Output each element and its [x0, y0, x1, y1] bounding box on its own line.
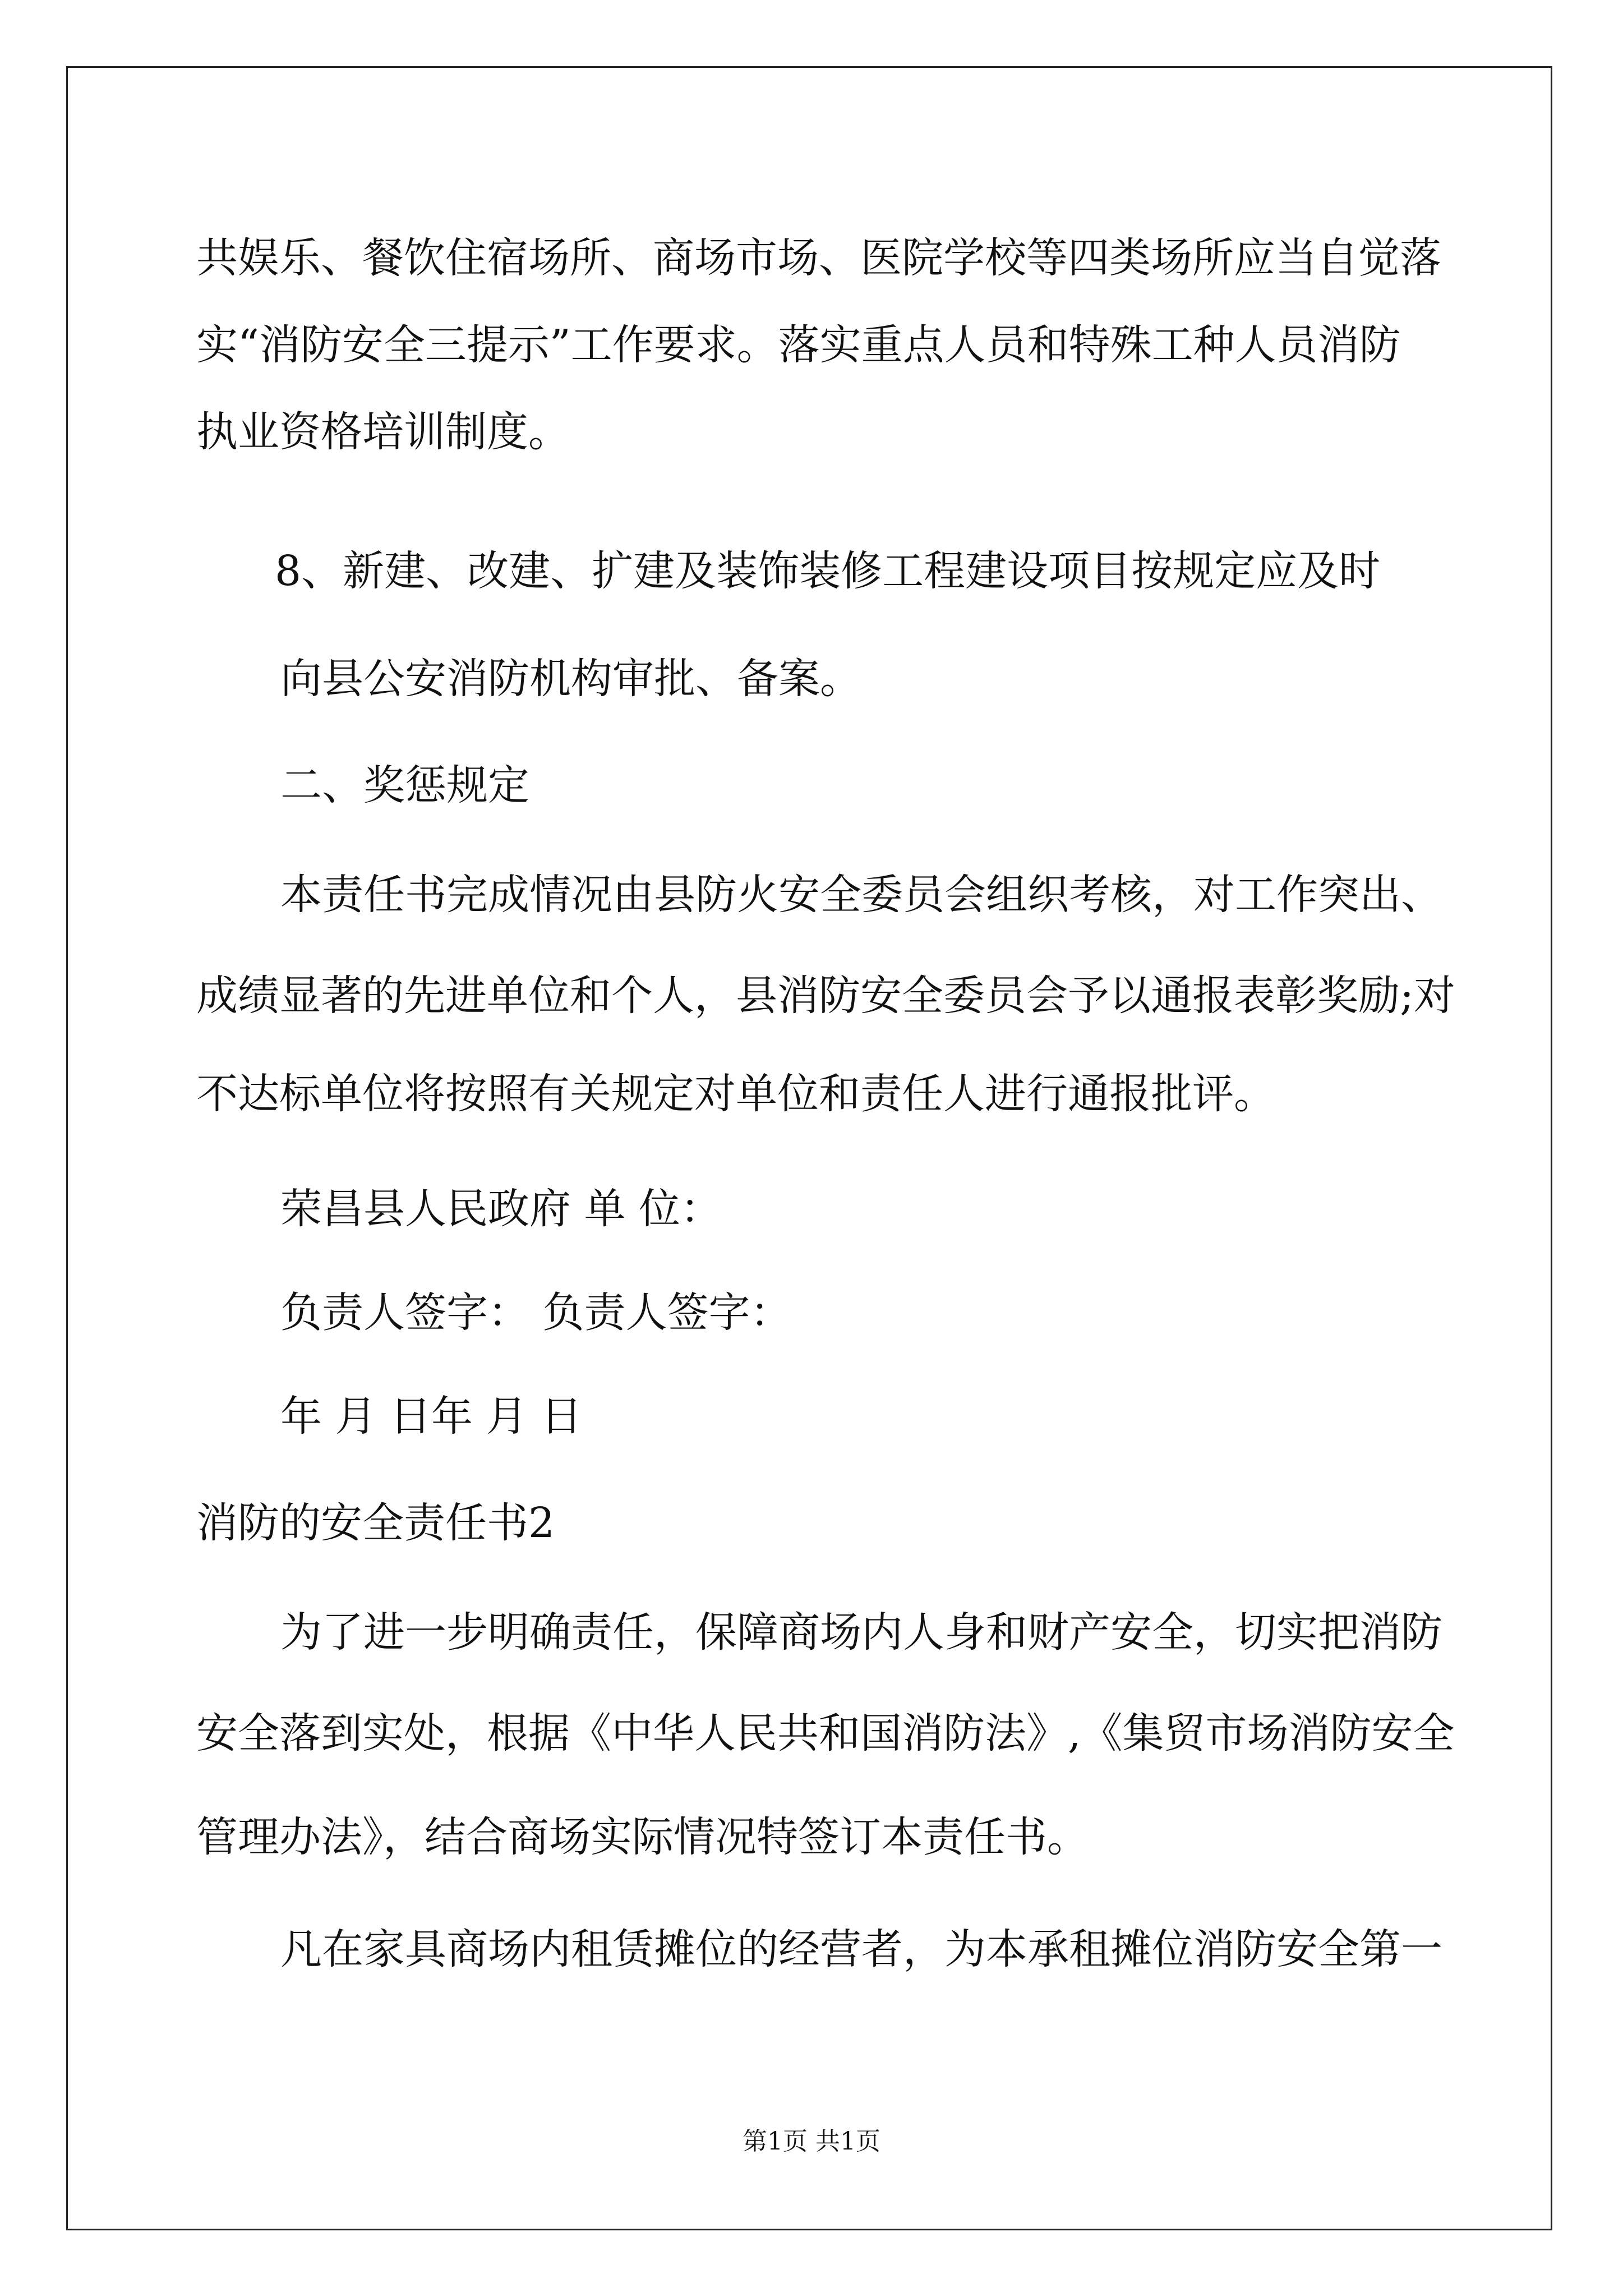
- body-text-line: 成绩显著的先进单位和个人，县消防安全委员会予以通报表彰奖励;对: [196, 972, 1455, 1020]
- body-text-line: 执业资格培训制度。: [196, 408, 570, 456]
- signature-parties-line: 荣昌县人民政府 单 位：: [280, 1185, 722, 1233]
- body-text-line: 为了进一步明确责任，保障商场内人身和财产安全，切实把消防: [280, 1608, 1442, 1657]
- page-border: [66, 66, 1552, 2230]
- signature-date-line: 年 月 日年 月 日: [280, 1392, 583, 1441]
- body-text-line: 安全落到实处，根据《中华人民共和国消防法》,《集贸市场消防安全: [196, 1709, 1455, 1757]
- body-text-line: 共娱乐、餐饮住宿场所、商场市场、医院学校等四类场所应当自觉落: [196, 234, 1441, 282]
- signature-responsible-line: 负责人签字： 负责人签字：: [280, 1289, 792, 1337]
- body-text-line: 实“消防安全三提示”工作要求。落实重点人员和特殊工种人员消防: [196, 321, 1401, 369]
- list-item-8-continuation: 向县公安消防机构审批、备案。: [280, 655, 861, 703]
- page-number-footer: 第1页 共1页: [743, 2127, 880, 2156]
- document-title: 消防的安全责任书2: [196, 1499, 555, 1547]
- body-text-line: 管理办法》，结合商场实际情况特签订本责任书。: [196, 1813, 1089, 1861]
- body-text-line: 不达标单位将按照有关规定对单位和责任人进行通报批评。: [196, 1070, 1275, 1118]
- section-heading: 二、奖惩规定: [280, 761, 529, 809]
- body-text-line: 凡在家具商场内租赁摊位的经营者，为本承租摊位消防安全第一: [280, 1925, 1442, 1973]
- list-item-8-line: 8、新建、改建、扩建及装饰装修工程建设项目按规定应及时: [275, 547, 1381, 595]
- body-text-line: 本责任书完成情况由县防火安全委员会组织考核，对工作突出、: [280, 871, 1442, 919]
